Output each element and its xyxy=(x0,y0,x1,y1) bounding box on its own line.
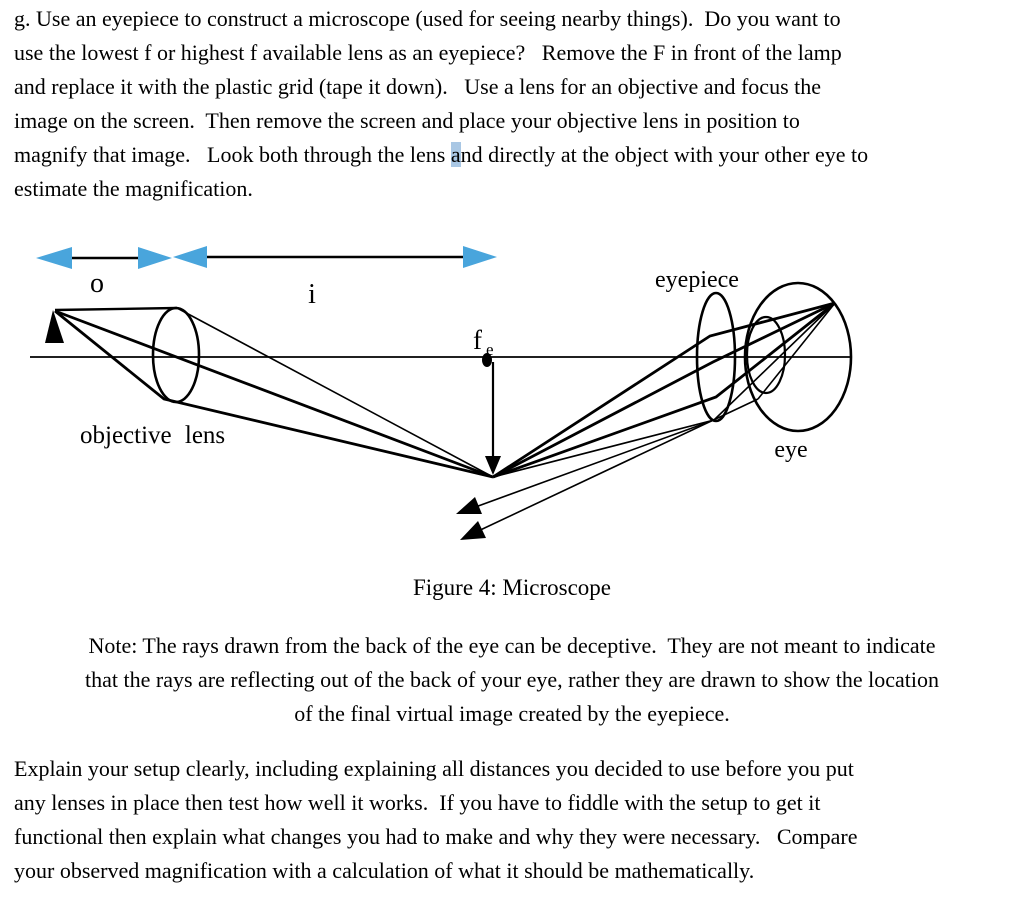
intro-line: and replace it with the plastic grid (tape it down). Use a lens for an objective and focus the xyxy=(14,74,822,99)
focal-length-label: f xyxy=(473,325,482,355)
virtual-ray-2-arrowhead xyxy=(460,521,486,540)
ray-object-center xyxy=(55,311,493,477)
virtual-ray-1 xyxy=(470,420,714,509)
ray-lens-top-to-image xyxy=(177,308,493,477)
highlighted-character: a xyxy=(450,142,461,167)
eyepiece-label: eyepiece xyxy=(655,267,739,293)
intro-line: image on the screen. Then remove the screen and place your objective lens in position to xyxy=(14,108,800,133)
objective-rays xyxy=(55,308,493,477)
objective-lens-ellipse xyxy=(153,308,199,402)
note-line: of the final virtual image created by the eyepiece. xyxy=(294,701,730,726)
virtual-image-rays xyxy=(470,303,835,533)
intro-line5-post: nd directly at the object with your other eye to xyxy=(460,142,869,167)
figure-caption xyxy=(0,571,1024,605)
dimension-lines xyxy=(56,257,478,258)
intro-line: g. Use an eyepiece to construct a microscope (used for seeing nearby things). Do you want to xyxy=(14,6,841,31)
object-distance-label: o xyxy=(90,268,104,299)
intro-line5-pre: magnify that image. Look both through the lens xyxy=(14,142,451,167)
arrowhead-left-i xyxy=(173,246,207,268)
closing-line: functional then explain what changes you had to make and why they were necessary. Compare xyxy=(14,824,858,849)
image-distance-label: i xyxy=(308,279,316,310)
arrowhead-left-o xyxy=(36,247,72,269)
closing-paragraph xyxy=(14,752,1018,888)
closing-line: any lenses in place then test how well it works. If you have to fiddle with the setup to get it xyxy=(14,790,821,815)
figure-caption-text: Figure 4: Microscope xyxy=(412,575,611,600)
arrowhead-right-o xyxy=(138,247,172,269)
closing-line: your observed magnification with a calculation of what it should be mathematically. xyxy=(14,858,755,883)
arrowhead-right-i xyxy=(463,246,497,268)
note-line: Note: The rays drawn from the back of the eye can be deceptive. They are not meant to indicate xyxy=(88,633,936,658)
intro-paragraph xyxy=(14,2,1018,206)
microscope-ray-diagram xyxy=(0,230,1024,565)
note-paragraph xyxy=(0,629,1024,731)
closing-line: Explain your setup clearly, including explaining all distances you decided to use before you put xyxy=(14,756,854,781)
virtual-ray-1-arrowhead xyxy=(456,497,482,514)
ray-object-top-horizontal xyxy=(55,308,177,310)
objective-lens-label: objective lens xyxy=(80,422,226,449)
eye-label: eye xyxy=(774,437,808,463)
intro-line-with-highlight xyxy=(14,138,1018,172)
intro-line: estimate the magnification. xyxy=(14,176,253,201)
focal-length-subscript: e xyxy=(486,340,494,359)
note-line: that the rays are reflecting out of the back of your eye, rather they are drawn to show the location xyxy=(85,667,939,692)
eye-lens xyxy=(747,317,785,393)
intro-line: use the lowest f or highest f available lens as an eyepiece? Remove the F in front of the lamp xyxy=(14,40,842,65)
